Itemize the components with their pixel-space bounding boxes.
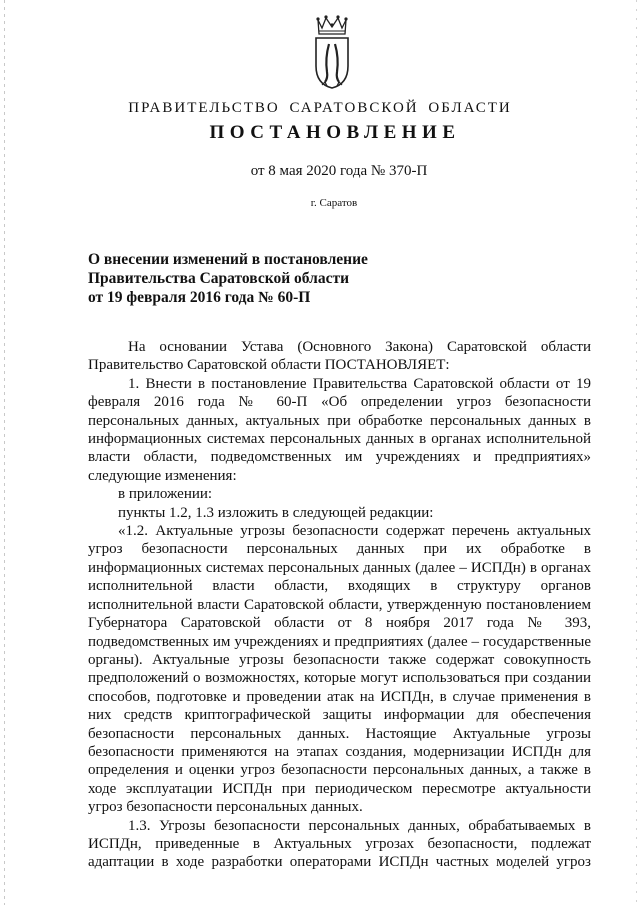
paragraph-item-1: 1. Внести в постановление Правительства Саратовской области от 19 февраля 2016 года № 60-П «Об определении угроз безопасности персональных данных, актуальных при обработке персональных данных в информационных системах персональных данных в органах исполнительной власти области, подведомственных им учреждениях и предприятиях» следующие изменения: bbox=[88, 375, 591, 484]
paragraph-1-2: «1.2. Актуальные угрозы безопасности содержат перечень актуальных угроз безопасности персональных данных при их обработке в информационных системах персональных данных (далее – ИСПДн) в органах исполнительной власти области, входящих в структуру органов исполнительной власти Саратовской области, утвержденную постановлением Губернатора Саратовской области от 8 ноября 2017 года № 393, подведомственных им учреждениях и предприятиях (далее – государственные органы). Актуальные угрозы безопасности также содержат совокупность предположений о возможностях, которые могут использоваться при создании способов, подготовке и проведении атак на ИСПДн, в случае применения в них средств криптографической защиты информации для обеспечения безопасности персональных данных. Настоящие Актуальные угрозы безопасности применяются на этапах создания, модернизации ИСПДн для определения и оценки угроз безопасности персональных данных, а также в ходе эксплуатации ИСПДн при периодическом пересмотре актуальности угроз безопасности персональных данных. bbox=[88, 523, 591, 816]
document-city: г. Саратов bbox=[310, 197, 358, 209]
subject-line: Правительства Саратовской области bbox=[88, 270, 349, 287]
government-name: ПРАВИТЕЛЬСТВО САРАТОВСКОЙ ОБЛАСТИ bbox=[128, 100, 512, 116]
document-body bbox=[88, 338, 591, 872]
coat-of-arms-icon bbox=[312, 14, 352, 90]
document-type: ПОСТАНОВЛЕНИЕ bbox=[209, 122, 461, 143]
document-subject bbox=[88, 250, 508, 307]
paragraph-points: пункты 1.2, 1.3 изложить в следующей редакции: bbox=[118, 504, 434, 521]
subject-line: О внесении изменений в постановление bbox=[88, 251, 368, 268]
subject-line: от 19 февраля 2016 года № 60-П bbox=[88, 289, 311, 306]
document-date-number: от 8 мая 2020 года № 370-П bbox=[250, 163, 428, 179]
paragraph-1-3: 1.3. Угрозы безопасности персональных данных, обрабатываемых в ИСПДн, приведенные в Актуальных угрозах безопасности, подлежат адаптации в ходе разработки операторами ИСПДн частных моделей угроз bbox=[88, 817, 591, 871]
paragraph-preamble: На основании Устава (Основного Закона) Саратовской области Правительство Саратовской области ПОСТАНОВЛЯЕТ: bbox=[88, 339, 591, 374]
paragraph-appendix: в приложении: bbox=[118, 486, 213, 503]
